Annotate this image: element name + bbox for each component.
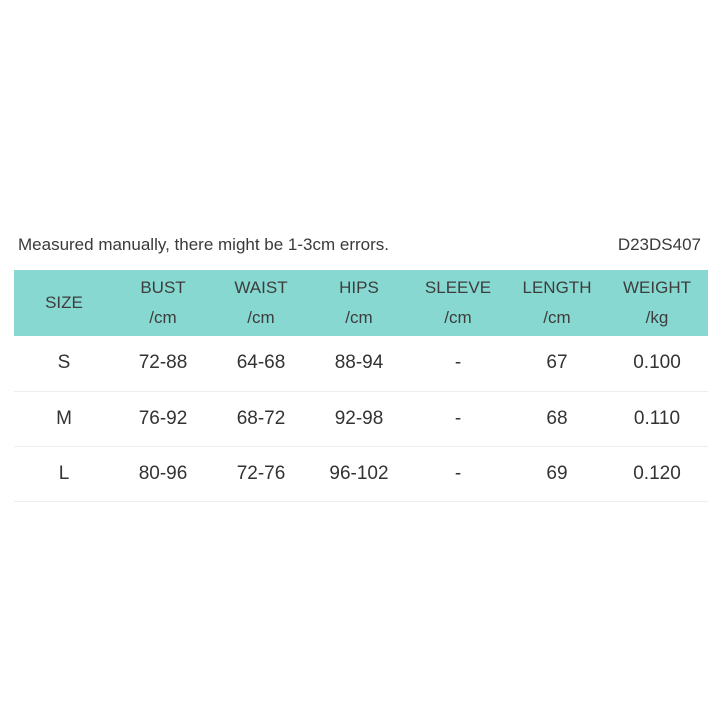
cell-hips: 92-98 (334, 407, 384, 429)
header-bust-unit: /cm (149, 308, 177, 327)
cell-bust: 72-88 (138, 352, 188, 374)
header-row (14, 270, 708, 336)
header-waist-label: WAIST (234, 278, 288, 297)
size-chart-table (14, 270, 708, 502)
cell-bust: 80-96 (138, 462, 188, 484)
cell-waist: 72-76 (236, 462, 286, 484)
measurement-note: Measured manually, there might be 1-3cm errors. (18, 235, 390, 254)
cell-hips: 88-94 (334, 352, 384, 374)
cell-size: L (58, 462, 70, 484)
cell-length: 68 (546, 407, 568, 429)
header-length-unit: /cm (543, 308, 571, 327)
header-size (14, 270, 114, 336)
table-row-s (14, 336, 708, 391)
cell-length: 69 (546, 462, 568, 484)
cell-sleeve: - (454, 352, 462, 374)
cell-waist: 64-68 (236, 352, 286, 374)
header-waist (212, 270, 310, 336)
product-code: D23DS407 (617, 235, 701, 254)
header-weight-unit: /kg (645, 308, 669, 327)
header-hips-unit: /cm (345, 308, 373, 327)
header-bust (114, 270, 212, 336)
size-chart-body (14, 336, 708, 501)
cell-bust: 76-92 (138, 407, 188, 429)
cell-weight: 0.110 (633, 407, 681, 429)
header-bust-label: BUST (140, 278, 186, 297)
header-waist-unit: /cm (247, 308, 275, 327)
header-sleeve (408, 270, 508, 336)
header-weight-label: WEIGHT (623, 278, 691, 297)
header-weight (606, 270, 708, 336)
header-sleeve-unit: /cm (444, 308, 472, 327)
cell-weight: 0.100 (633, 352, 681, 374)
cell-sleeve: - (454, 462, 462, 484)
size-chart-header (14, 270, 708, 336)
header-length-label: LENGTH (522, 278, 592, 297)
header-sleeve-label: SLEEVE (424, 278, 492, 297)
cell-waist: 68-72 (236, 407, 286, 429)
cell-sleeve: - (454, 407, 462, 429)
cell-weight: 0.120 (633, 462, 681, 484)
cell-length: 67 (546, 352, 568, 374)
cell-size: M (56, 407, 72, 429)
cell-hips: 96-102 (329, 462, 389, 484)
header-length (508, 270, 606, 336)
header-size-label: SIZE (45, 293, 83, 312)
table-caption-row (18, 230, 701, 260)
cell-size: S (57, 352, 71, 374)
header-hips-label: HIPS (339, 278, 379, 297)
table-row-m (14, 391, 708, 446)
table-row-l (14, 446, 708, 501)
header-hips (310, 270, 408, 336)
